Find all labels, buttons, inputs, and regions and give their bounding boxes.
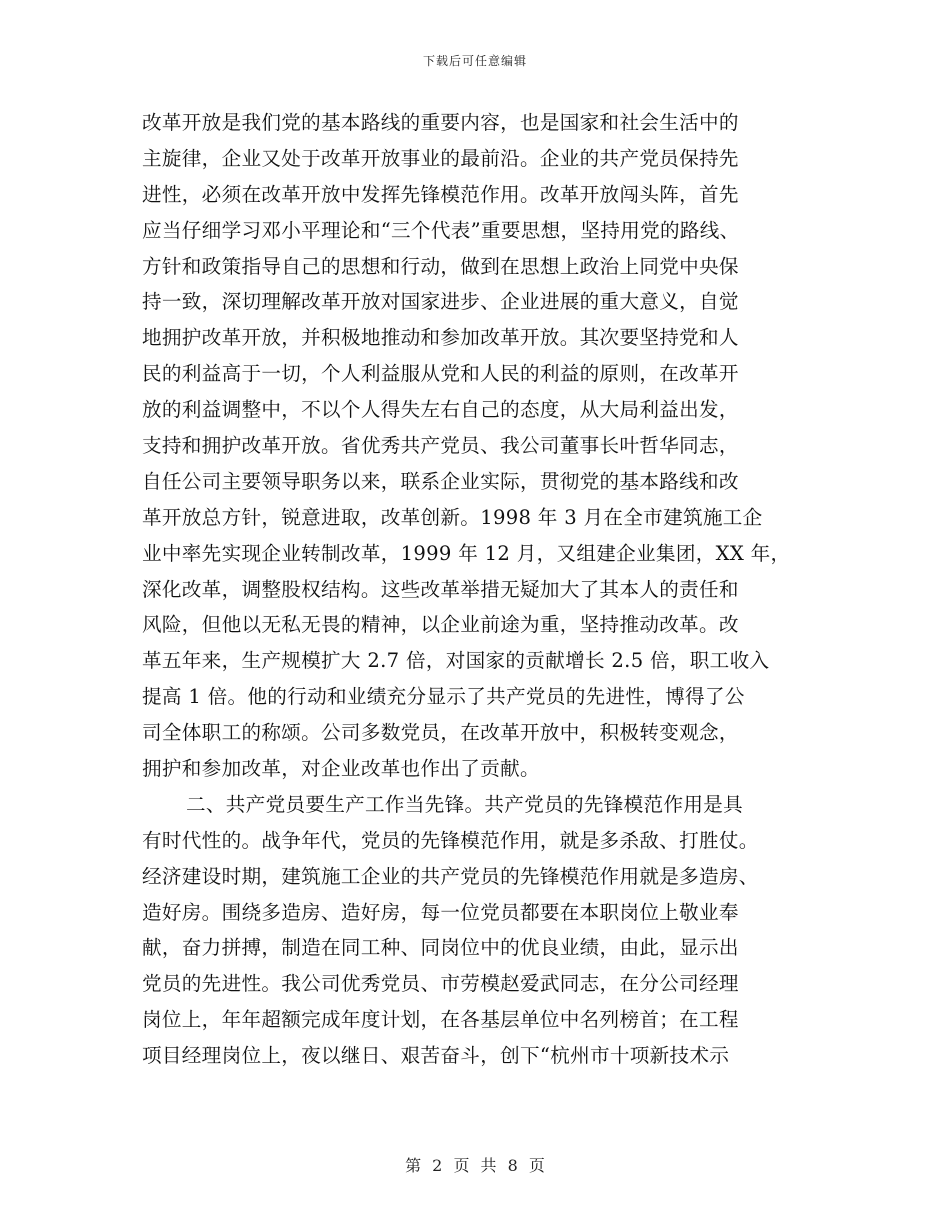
paragraph-1-line: 方针和政策指导自己的思想和行动，做到在思想上政治上同党中央保 — [142, 254, 739, 278]
paragraph-1-line: 民的利益高于一切，个人利益服从党和人民的利益的原则，在改革开 — [142, 362, 739, 386]
paragraph-2-line: 献，奋力拼搏，制造在同工种、同岗位中的优良业绩，由此，显示出 — [142, 936, 739, 960]
paragraph-2-line: 岗位上，年年超额完成年度计划，在各基层单位中名列榜首；在工程 — [142, 1008, 739, 1032]
paragraph-1-line: 革五年来，生产规模扩大 2.7 倍，对国家的贡献增长 2.5 倍，职工收入 — [142, 649, 770, 673]
paragraph-1-line: 革开放总方针，锐意进取，改革创新。1998 年 3 月在全市建筑施工企 — [142, 505, 763, 529]
paragraph-1-line: 持一致，深切理解改革开放对国家进步、企业进展的重大意义，自觉 — [142, 290, 739, 314]
paragraph-1-line: 应当仔细学习邓小平理论和“三个代表”重要思想，坚持用党的路线、 — [142, 218, 740, 242]
paragraph-1-line: 进性，必须在改革开放中发挥先锋模范作用。改革开放闯头阵，首先 — [142, 182, 739, 206]
paragraph-1-line: 拥护和参加改革，对企业改革也作出了贡献。 — [142, 757, 540, 781]
paragraph-1-line: 司全体职工的称颂。公司多数党员，在改革开放中，积极转变观念， — [142, 721, 739, 745]
paragraph-1-line: 地拥护改革开放，并积极地推动和参加改革开放。其次要坚持党和人 — [142, 326, 739, 350]
paragraph-2-line: 经济建设时期，建筑施工企业的共产党员的先锋模范作用就是多造房、 — [142, 864, 759, 888]
paragraph-2-line: 有时代性的。战争年代，党员的先锋模范作用，就是多杀敌、打胜仗。 — [142, 828, 759, 852]
paragraph-1-line: 支持和拥护改革开放。省优秀共产党员、我公司董事长叶哲华同志， — [142, 434, 739, 458]
paragraph-2-line: 造好房。围绕多造房、造好房，每一位党员都要在本职岗位上敬业奉 — [142, 900, 739, 924]
paragraph-1-line: 放的利益调整中，不以个人得失左右自己的态度，从大局利益出发， — [142, 398, 739, 422]
paragraph-1-line: 主旋律，企业又处于改革开放事业的最前沿。企业的共产党员保持先 — [142, 146, 739, 170]
page-number-footer: 第 2 页 共 8 页 — [405, 1156, 545, 1175]
paragraph-1-line: 业中率先实现企业转制改革，1999 年 12 月，又组建企业集团，XX 年， — [142, 541, 791, 565]
paragraph-2-line: 党员的先进性。我公司优秀党员、市劳模赵爱武同志，在分公司经理 — [142, 972, 739, 996]
paragraph-1-line: 自任公司主要领导职务以来，联系企业实际，贯彻党的基本路线和改 — [142, 469, 739, 493]
paragraph-1-line: 深化改革，调整股权结构。这些改革举措无疑加大了其本人的责任和 — [142, 577, 739, 601]
paragraph-1-line: 改革开放是我们党的基本路线的重要内容，也是国家和社会生活中的 — [142, 111, 739, 134]
paragraph-2-line: 项目经理岗位上，夜以继日、艰苦奋斗，创下“杭州市十项新技术示 — [142, 1044, 730, 1068]
paragraph-1-line: 风险，但他以无私无畏的精神，以企业前途为重，坚持推动改革。改 — [142, 613, 739, 637]
paragraph-1-line: 提高 1 倍。他的行动和业绩充分显示了共产党员的先进性，博得了公 — [142, 685, 745, 709]
paragraph-2-line: 二、共产党员要生产工作当先锋。共产党员的先锋模范作用是具 — [186, 792, 744, 816]
document-body — [142, 105, 814, 1074]
page-header: 下载后可任意编辑 — [422, 54, 527, 68]
